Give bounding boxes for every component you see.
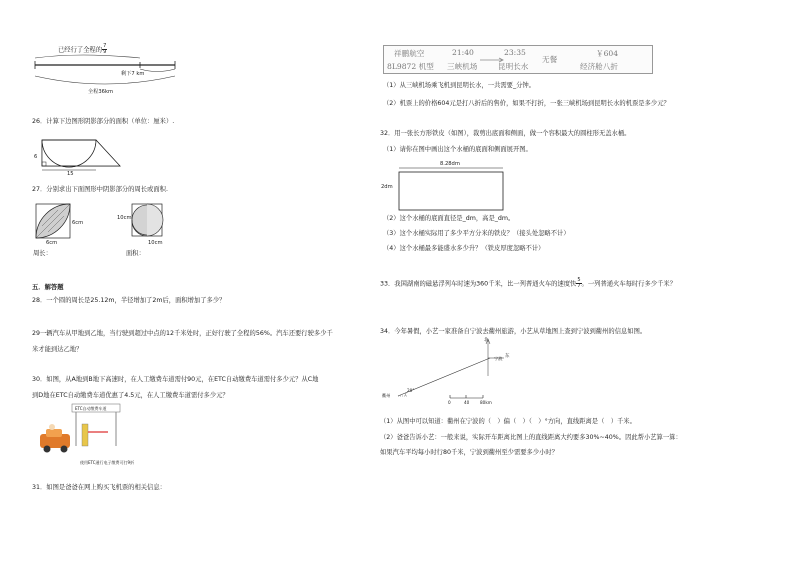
scale-40-label: 40 <box>464 400 470 405</box>
q27-perimeter-label: 周长： <box>33 250 52 257</box>
meal-info: 无餐 <box>542 55 558 64</box>
question-32-part2: （2）这个水桶的底面直径是_dm，高是_dm。 <box>383 215 515 222</box>
question-34-part2-line1: （2）爸爸告诉小艺：一般来说，实际开车距离比图上的直线距离大约要多30%~40%。因此帮小艺算一算： <box>380 434 682 441</box>
q27-b-side-label: 10cm <box>117 215 132 221</box>
q27-figure-a <box>36 204 76 244</box>
question-28: 28．一个圆的周长是25.12m，半径增加了2m后，面积增加了多少？ <box>32 297 226 304</box>
q26-figure <box>36 136 126 176</box>
question-33: 33．我国湖南的磁悬浮列车时速为360千米，比一列普通火车的速度快 $\frac{5}{7}$ 。一列普通火车每时行多少千米？ <box>380 277 676 289</box>
etc-lane-sign: ETC自动缴费车道 <box>75 406 107 411</box>
q27-a-bottom-label: 6cm <box>46 240 58 246</box>
iron-sheet-rectangle <box>395 166 510 212</box>
progress-caption: 已经行了全程的 $\frac{7}{9}$ <box>58 43 107 55</box>
question-29-line2: 米才能到达乙地？ <box>32 346 83 353</box>
question-27: 27．分别求出下面图形中阴影部分的周长或面积. <box>32 186 168 193</box>
question-32-part1: （1）请你在图中画出这个水桶的底面和侧面展开图。 <box>383 146 532 153</box>
cabin-discount: 经济舱八折 <box>580 62 618 71</box>
scale-80-label: 80km <box>480 400 492 405</box>
q27-a-side-label: 6cm <box>72 220 84 226</box>
etc-toll-illustration <box>38 404 133 464</box>
question-34-part2-line2: 如果汽车平均每小时行80千米，宁波到衢州至少需要多少小时？ <box>380 449 559 456</box>
departure-time: 21:40 <box>452 48 474 57</box>
flight-model: 8L9872 机型 <box>387 62 434 71</box>
question-34-part1: （1）从图中可以知道：衢州在宁波的（ ）偏（ ）（ ）°方向，直线距离是（ ）千米。 <box>380 418 636 425</box>
q26-height-label: 6 <box>34 154 38 160</box>
map-east-label: 东 <box>505 354 510 359</box>
remaining-label: 剩下7 km <box>121 71 145 77</box>
question-32: 32．用一张长方形铁皮（如图），裁剪出底面和侧面，做一个容积最大的圆柱形无盖水桶。 <box>380 130 631 137</box>
arrival-time: 23:35 <box>504 48 526 57</box>
q27-area-label: 面积： <box>126 250 145 257</box>
question-31: 31．如图是爸爸在网上购买飞机票的相关信息： <box>32 484 166 491</box>
q27-b-bottom-label: 10cm <box>148 240 163 246</box>
question-31-part1: （1）从三峡机场乘飞机到昆明长水，一共需要_分钟。 <box>383 82 535 89</box>
route-map <box>378 336 518 408</box>
map-north-label: 北 <box>484 338 489 343</box>
question-34: 34．今年暑假，小艺一家准备自宁波去衢州旅游，小艺从草地图上查到宁波到衢州的信息如图。 <box>380 328 647 335</box>
question-32-part3: （3）这个水桶实际用了多少平方分米的铁皮？（接头处忽略不计） <box>383 230 570 237</box>
total-label: 全程36km <box>88 89 114 95</box>
q27-figure-b <box>130 204 170 244</box>
question-30-line2: 到D地在ETC自动缴费车道优惠了4.5元，在人工缴费车道需付多少元？ <box>32 392 229 399</box>
question-31-part2: （2）机票上的价格604元是打八折后的售价，如果不打折，一张三峡机场到昆明长水的机票是多少元？ <box>383 100 670 107</box>
question-29-line1: 29一辆汽车从甲地到乙地，当行驶到超过中点的12千米处时，正好行驶了全程的56%。汽车还要行驶多少千 <box>32 330 333 337</box>
map-angle-label: 20° <box>407 388 415 393</box>
question-32-part4: （4）这个水桶最多能盛水多少升？（铁皮厚度忽略不计） <box>383 245 545 252</box>
arrival-airport: 昆明长水 <box>498 62 529 71</box>
question-26: 26．计算下边图形阴影部分的面积（单位：厘米）. <box>32 118 175 125</box>
fraction-seven-ninths: $\frac{7}{9}$ <box>103 43 107 55</box>
rect-width-label: 8.28dm <box>440 161 460 167</box>
q26-width-label: 15 <box>67 171 74 177</box>
departure-airport: 三峡机场 <box>447 62 478 71</box>
ticket-price: ￥604 <box>596 49 619 58</box>
airline-name: 祥鹏航空 <box>394 49 425 58</box>
fraction-five-sevenths: $\frac{5}{7}$ <box>577 277 581 289</box>
distance-diagram <box>30 52 180 92</box>
map-ningbo-label: 宁波 <box>494 356 503 361</box>
rect-height-label: 2dm <box>381 184 393 190</box>
etc-discount-note: 使用ETC通行电子缴费可打9折 <box>80 460 135 465</box>
question-30-line1: 30．如图，从A地到B地下高速时，在人工缴费车道需付90元，在ETC自动缴费车道需付多少元？从C地 <box>32 376 319 383</box>
section-5-heading: 五．解答题 <box>32 284 64 291</box>
scale-0-label: 0 <box>448 400 451 405</box>
flight-ticket-card <box>383 45 653 74</box>
map-quzhou-label: 衢州 <box>382 393 391 398</box>
